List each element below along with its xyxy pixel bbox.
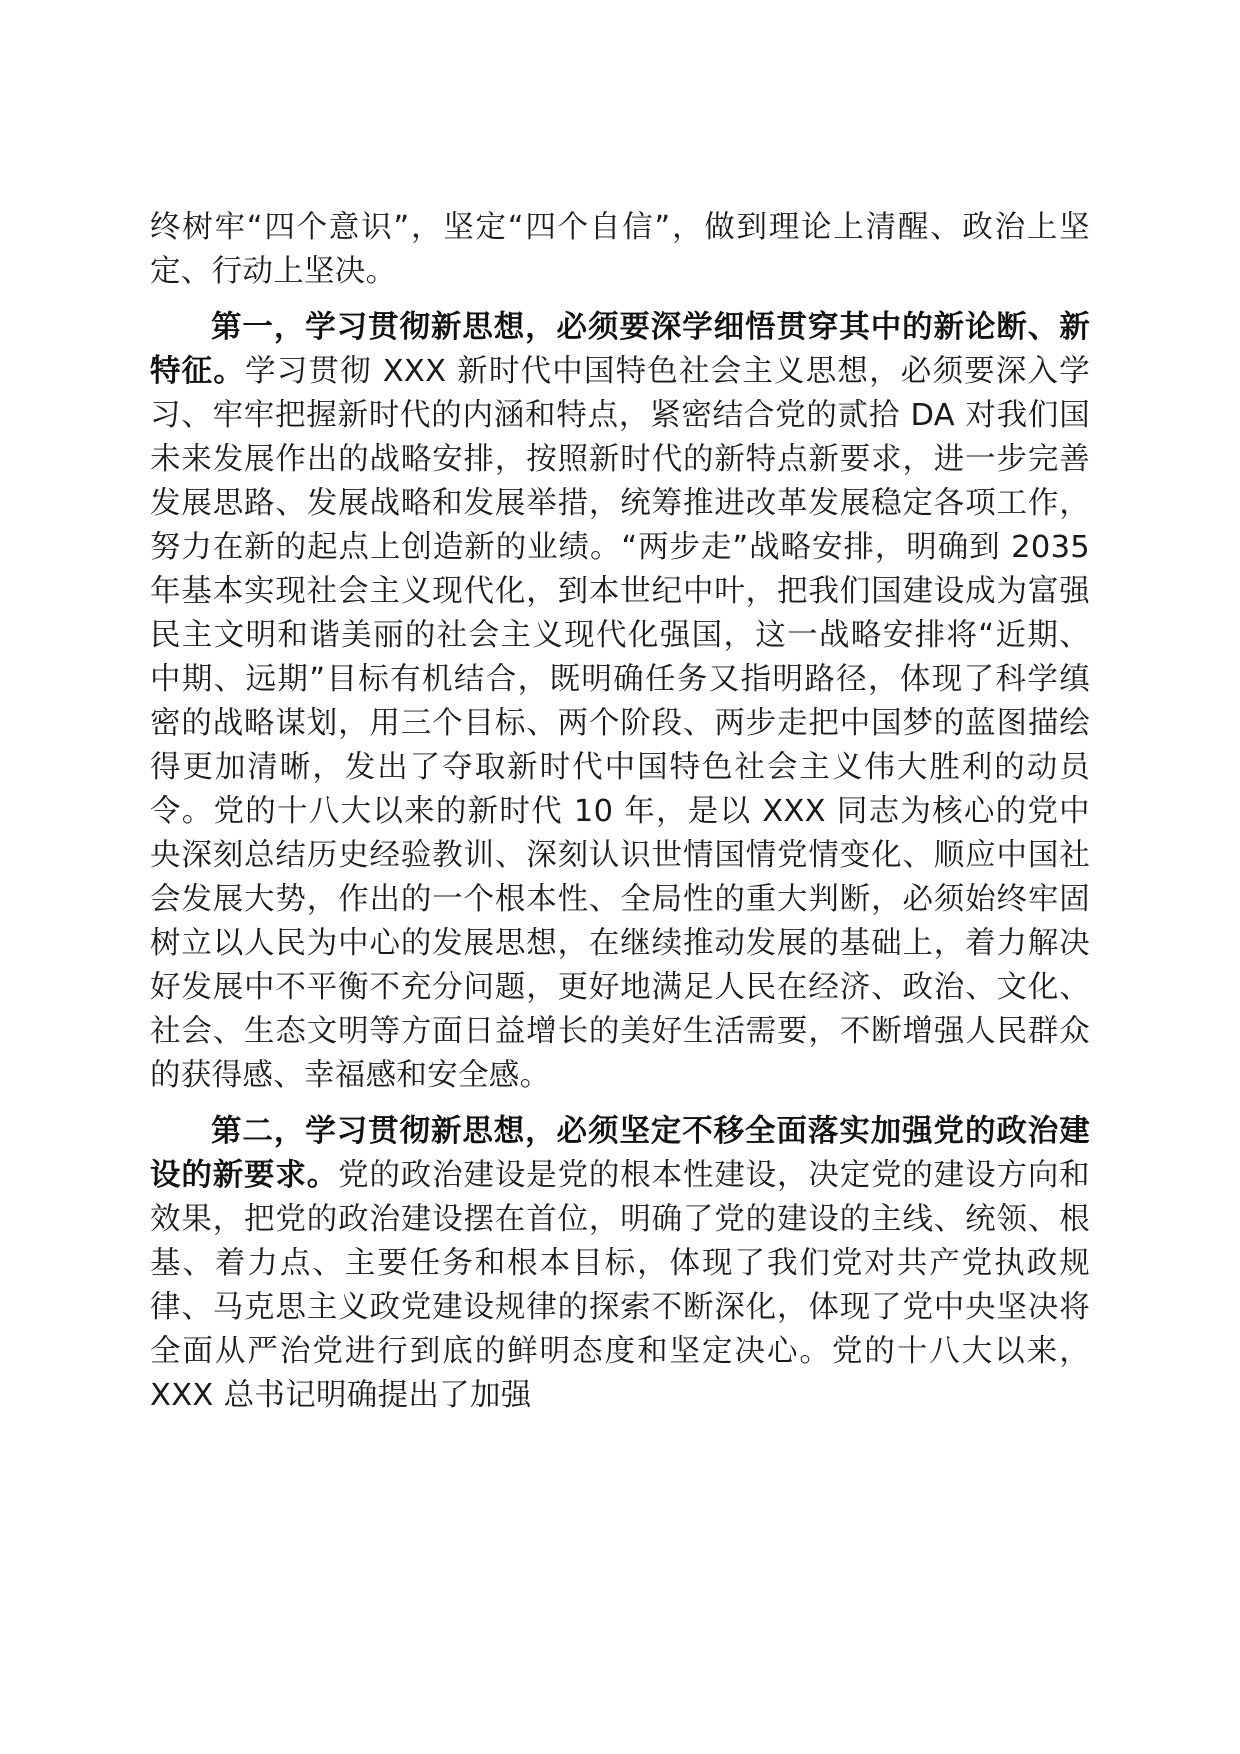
paragraph-text: 终树牢“四个意识”，坚定“四个自信”，做到理论上清醒、政治上坚定、行动上坚决。 — [150, 210, 1090, 289]
document-body — [150, 206, 1090, 1430]
paragraph-first-point — [150, 306, 1090, 1098]
paragraph-second-point — [150, 1110, 1090, 1418]
paragraph-lead: 第一，学习贯彻新思想，必须要深学细悟贯穿其中的新论断、新特征。 — [150, 310, 1090, 389]
paragraph-text: 党的政治建设是党的根本性建设，决定党的建设方向和效果，把党的政治建设摆在首位，明确了党的建设的主线、统领、根基、着力点、主要任务和根本目标，体现了我们党对共产党执政规律、马克思主义政党建设规律的探索不断深化，体现了党中央坚决将全面从严治党进行到底的鲜明态度和坚定决心。党的十八大以来，XXX 总书记明确提出了加强 — [150, 1158, 1090, 1413]
paragraph-continuation — [150, 206, 1090, 294]
paragraph-lead: 第二，学习贯彻新思想，必须坚定不移全面落实加强党的政治建设的新要求。 — [150, 1114, 1090, 1193]
paragraph-text: 学习贯彻 XXX 新时代中国特色社会主义思想，必须要深入学习、牢牢把握新时代的内涵和特点，紧密结合党的贰拾 DA 对我们国未来发展作出的战略安排，按照新时代的新特点新要求，进一步完善发展思路、发展战略和发展举措，统筹推进改革发展稳定各项工作，努力在新的起点上创造新的业绩。“两步走”战略安排，明确到 2035 年基本实现社会主义现代化，到本世纪中叶，把我们国建设成为富强民主文明和谐美丽的社会主义现代化强国，这一战略安排将“近期、中期、远期”目标有机结合，既明确任务又指明路径，体现了科学缜密的战略谋划，用三个目标、两个阶段、两步走把中国梦的蓝图描绘得更加清晰，发出了夺取新时代中国特色社会主义伟大胜利的动员令。党的十八大以来的新时代 10 年，是以 XXX 同志为核心的党中央深刻总结历史经验教训、深刻认识世情国情党情变化、顺应中国社会发展大势，作出的一个根本性、全局性的重大判断，必须始终牢固树立以人民为中心的发展思想，在继续推动发展的基础上，着力解决好发展中不平衡不充分问题，更好地满足人民在经济、政治、文化、社会、生态文明等方面日益增长的美好生活需要，不断增强人民群众的获得感、幸福感和安全感。 — [150, 354, 1090, 1093]
